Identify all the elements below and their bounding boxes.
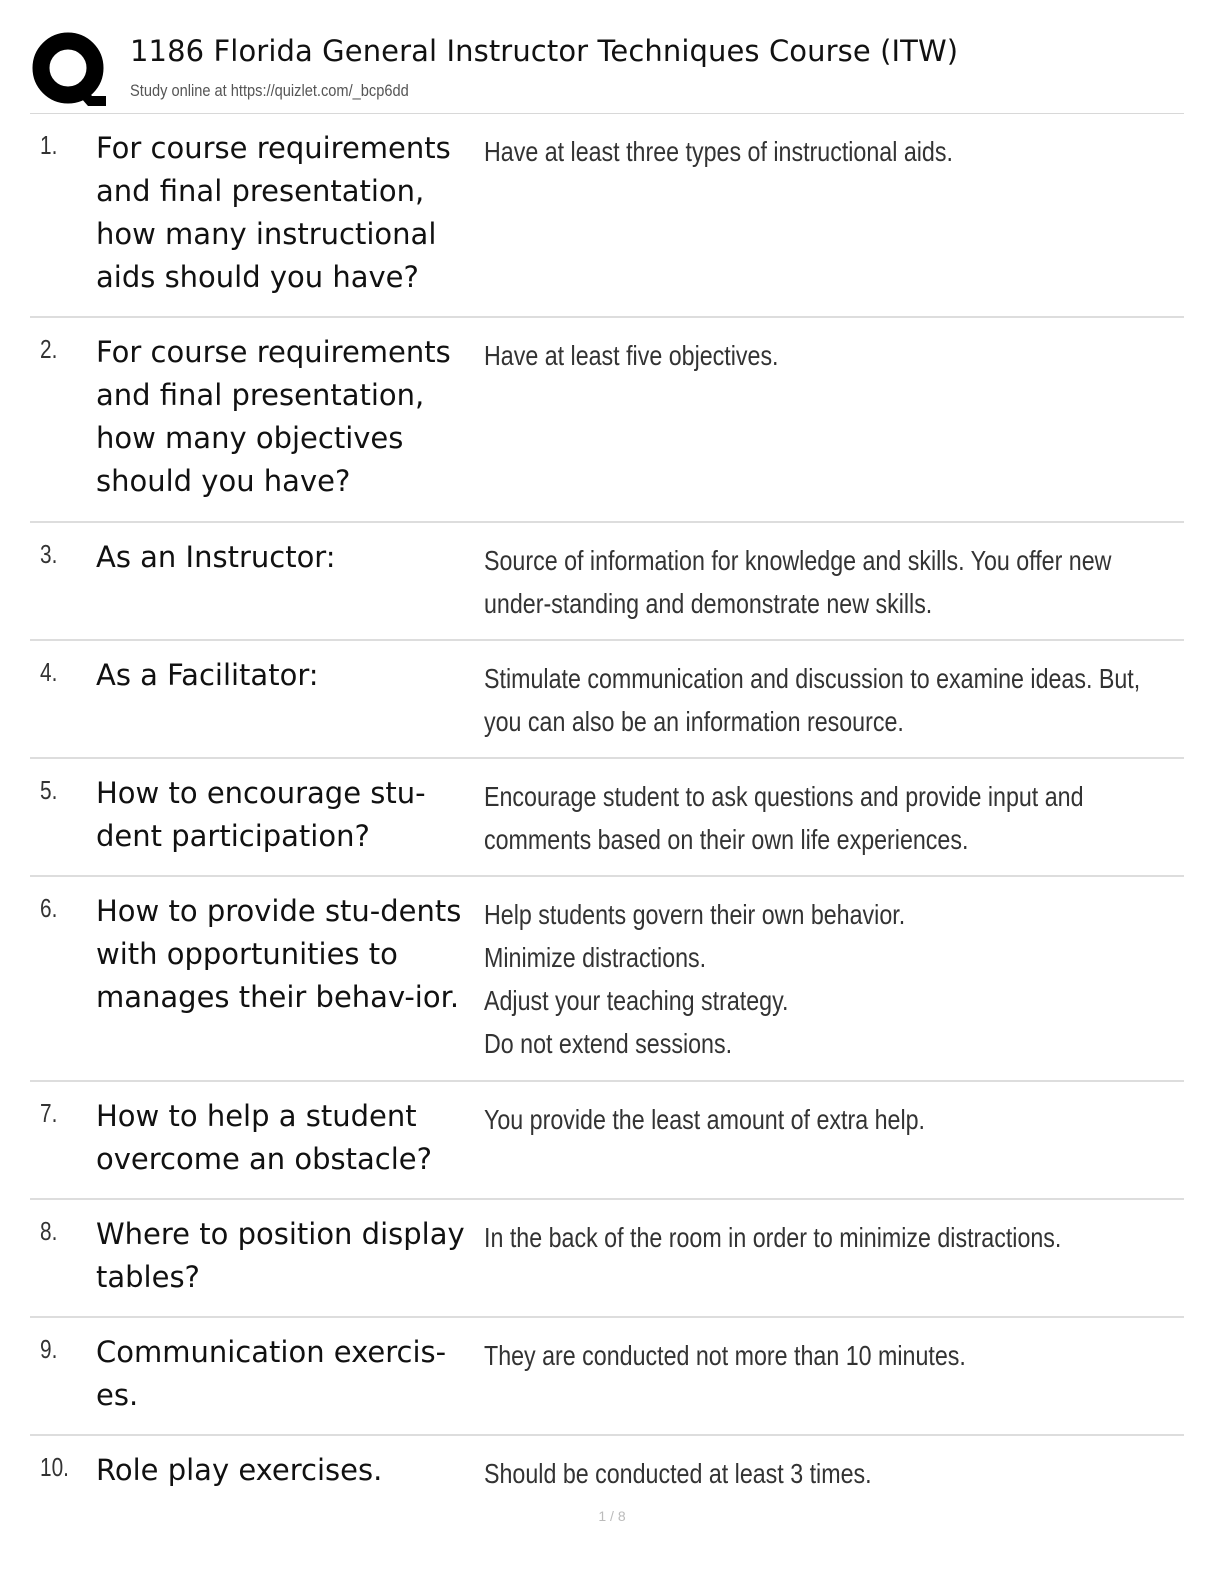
- flashcard-2: [30, 318, 1184, 523]
- flashcard-list: [30, 114, 1184, 1516]
- card-term: Role play exercises.: [96, 1453, 383, 1487]
- card-number: 7.: [40, 1098, 58, 1128]
- card-number: 6.: [40, 893, 58, 923]
- card-term: For course requirements and final presentation, how many objectives should you have?: [96, 335, 451, 498]
- card-definition: Should be conducted at least 3 times.: [484, 1458, 872, 1489]
- card-definition: They are conducted not more than 10 minutes.: [484, 1340, 966, 1371]
- card-term: How to help a student overcome an obstacle?: [96, 1099, 433, 1176]
- card-term: Where to position display tables?: [96, 1217, 465, 1294]
- card-definition: Have at least five objectives.: [484, 340, 779, 371]
- card-number: 5.: [40, 775, 58, 805]
- card-number: 9.: [40, 1334, 58, 1364]
- card-term: Communication exercis-es.: [96, 1335, 447, 1412]
- flashcard-4: [30, 641, 1184, 759]
- card-number: 2.: [40, 334, 58, 364]
- flashcard-5: [30, 759, 1184, 877]
- study-online-link[interactable]: Study online at https://quizlet.com/_bcp6dd: [130, 81, 409, 100]
- card-number: 4.: [40, 657, 58, 687]
- card-number: 10.: [40, 1452, 69, 1482]
- card-term: How to encourage stu-dent participation?: [96, 776, 426, 853]
- flashcard-8: [30, 1200, 1184, 1318]
- card-term: As an Instructor:: [96, 540, 336, 574]
- page-header: [30, 26, 1184, 114]
- card-term: For course requirements and final presentation, how many instructional aids should you have?: [96, 131, 451, 294]
- card-term: As a Facilitator:: [96, 658, 319, 692]
- card-definition: Help students govern their own behavior. Minimize distractions. Adjust your teaching strategy. Do not extend sessions.: [484, 899, 906, 1059]
- flashcard-9: [30, 1318, 1184, 1436]
- flashcard-7: [30, 1082, 1184, 1200]
- card-number: 8.: [40, 1216, 58, 1246]
- page-indicator: 1 / 8: [598, 1508, 626, 1524]
- flashcard-6: [30, 877, 1184, 1082]
- flashcard-1: [30, 114, 1184, 318]
- card-number: 1.: [40, 130, 58, 160]
- flashcard-10: [30, 1436, 1184, 1516]
- flashcard-3: [30, 523, 1184, 641]
- card-definition: You provide the least amount of extra help.: [484, 1104, 926, 1135]
- card-definition: Stimulate communication and discussion to examine ideas. But, you can also be an information resource.: [484, 663, 1141, 737]
- quizlet-logo-icon: [30, 30, 110, 110]
- card-definition: In the back of the room in order to minimize distractions.: [484, 1222, 1062, 1253]
- card-definition: Source of information for knowledge and skills. You offer new under-standing and demonstrate new skills.: [484, 545, 1112, 619]
- card-definition: Encourage student to ask questions and provide input and comments based on their own life experiences.: [484, 781, 1084, 855]
- card-definition: Have at least three types of instructional aids.: [484, 136, 953, 167]
- page-title: 1186 Florida General Instructor Techniques Course (ITW): [130, 34, 959, 68]
- card-number: 3.: [40, 539, 58, 569]
- card-term: How to provide stu-dents with opportunities to manages their behav-ior.: [96, 894, 462, 1014]
